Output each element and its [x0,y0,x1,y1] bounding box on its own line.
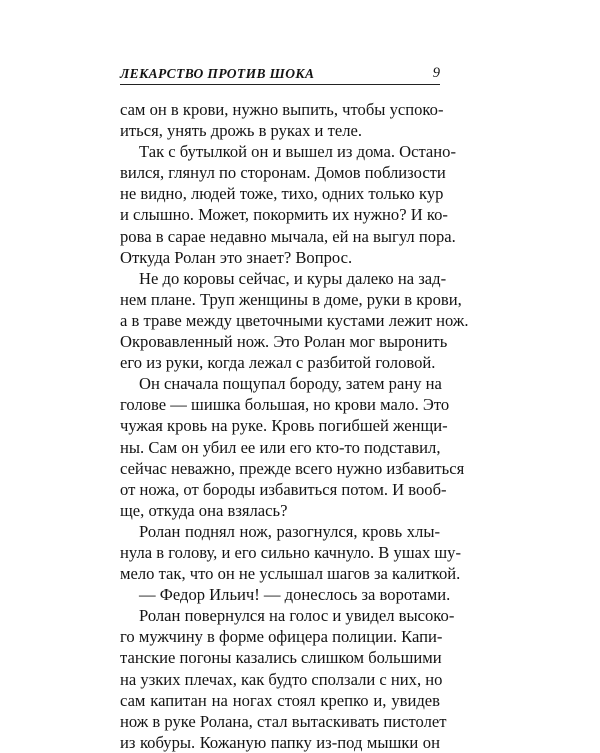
text-line: его из руки, когда лежал с разбитой головой. [120,353,436,373]
text-line: голове — шишка большая, но крови мало. Это [120,395,450,415]
text-line: — Федор Ильич! — донеслось за воротами. [139,585,451,605]
text-line: не видно, людей тоже, тихо, одних только кур [120,184,444,204]
body-text [120,99,469,753]
text-line: Ролан поднял нож, разогнулся, кровь хлы- [139,521,440,541]
text-line: нула в голову, и его сильно качнуло. В ушах шу- [120,542,462,562]
text-line: танские погоны казались слишком большими [120,648,442,668]
text-line: Не до коровы сейчас, и куры далеко на зад- [139,268,447,288]
text-line: сейчас неважно, прежде всего нужно избавиться [120,458,465,478]
text-line: ны. Сам он убил ее или его кто-то подставил, [120,437,441,457]
text-line: ще, откуда она взялась? [120,500,288,520]
text-line: вился, глянул по сторонам. Домов поблизости [120,163,446,183]
text-line: сам он в крови, нужно выпить, чтобы успоко- [120,100,444,119]
text-line: Он сначала пощупал бороду, затем рану на [139,374,442,394]
text-line: нем плане. Труп женщины в доме, руки в крови, [120,289,462,309]
text-line: Откуда Ролан это знает? Вопрос. [120,247,353,267]
text-line: Окровавленный нож. Это Ролан мог выронить [120,332,448,352]
text-line: из кобуры. Кожаную папку из-под мышки он [120,732,440,752]
page-number: 9 [432,65,440,81]
text-line: и слышно. Может, покормить их нужно? И ко- [120,205,448,225]
text-line: от ножа, от бороды избавиться потом. И вооб- [120,479,447,499]
text-line: чужая кровь на руке. Кровь погибшей женщи- [120,416,448,436]
text-line: нож в руке Ролана, стал вытаскивать пистолет [120,711,447,731]
text-line: мело так, что он не услышал шагов за калиткой. [120,564,461,584]
page-header [120,60,440,82]
header-rule [120,84,440,85]
text-line: Так с бутылкой он и вышел из дома. Остано- [139,142,456,162]
text-line: Ролан повернулся на голос и увидел высоко- [139,606,455,626]
running-title: ЛЕКАРСТВО ПРОТИВ ШОКА [120,66,315,81]
text-line: рова в сарае недавно мычала, ей на выгул пора. [120,226,456,246]
text-line: иться, унять дрожь в руках и теле. [120,121,362,141]
text-line: сам капитан на ногах стоял крепко и, увидев [120,690,440,710]
text-line: на узких плечах, как будто сползали с них, но [120,669,443,689]
text-line: а в траве между цветочными кустами лежит нож. [120,310,469,330]
text-line: го мужчину в форме офицера полиции. Капи- [120,627,443,647]
